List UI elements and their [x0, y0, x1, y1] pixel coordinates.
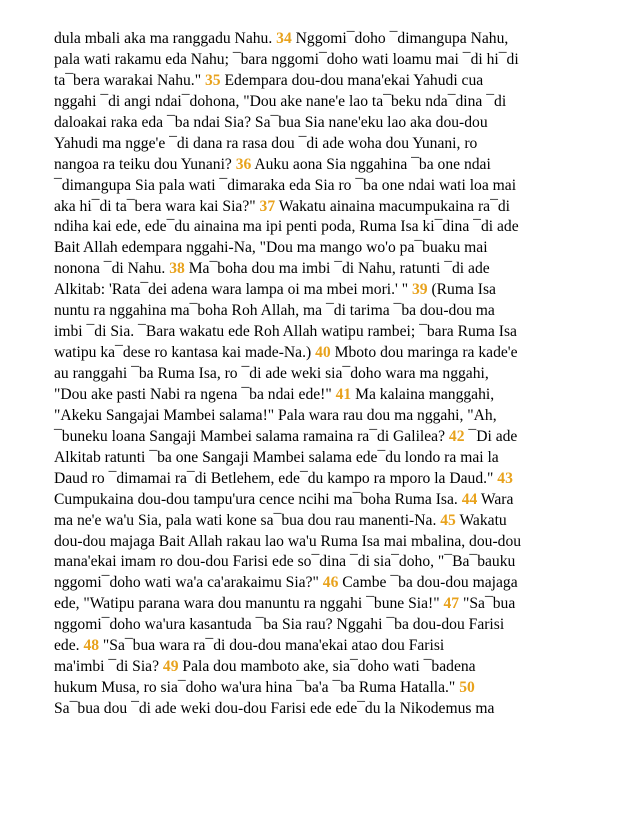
verse-text: Daud ro ¯dimamai ra¯di Betlehem, ede¯du kampo ra mporo la Daud.": [54, 469, 498, 487]
verse-number: 48: [83, 637, 100, 655]
verse-number: 40: [315, 344, 331, 362]
verse-text: dou-dou majaga Bait Allah rakau lao wa'u Ruma Isa mai mbalina, dou-dou: [54, 532, 522, 550]
scripture-page: [54, 29, 604, 720]
verse-text: Ma kalaina manggahi,: [351, 385, 495, 403]
verse-text: Pala dou mamboto ake, sia¯doho wati ¯badena: [178, 658, 476, 676]
text-line: [54, 238, 604, 259]
text-line: [54, 113, 604, 134]
text-line: [54, 657, 604, 678]
verse-text: "Akeku Sangajai Mambei salama!" Pala wara rau dou ma nggahi, "Ah,: [54, 406, 497, 424]
verse-text: Wakatu ainaina macumpukaina ra¯di: [275, 197, 510, 215]
verse-text: Nggomi¯doho ¯dimangupa Nahu,: [291, 30, 509, 47]
text-line: [54, 259, 604, 280]
verse-text: pala wati rakamu eda Nahu; ¯bara nggomi¯doho wati loamu mai ¯di hi¯di: [54, 50, 519, 68]
verse-text: Ma¯boha dou ma imbi ¯di Nahu, ratunti ¯di ade: [184, 260, 490, 278]
text-line: [54, 280, 604, 301]
text-line: [54, 92, 604, 113]
verse-number: 45: [440, 511, 456, 529]
text-line: [54, 469, 604, 490]
verse-text: nggahi ¯di angi ndai¯dohona, "Dou ake nane'e lao ta¯beku nda¯dina ¯di: [54, 92, 507, 110]
text-line: [54, 448, 604, 469]
text-line: [54, 427, 604, 448]
verse-text: ma'imbi ¯di Sia?: [54, 658, 163, 676]
verse-number: 49: [162, 658, 179, 676]
text-line: [54, 511, 604, 532]
verse-number: 39: [411, 281, 428, 299]
verse-text: ede, "Watipu parana wara dou manuntu ra nggahi ¯bune Sia!": [54, 595, 444, 613]
verse-text: Wakatu: [455, 511, 507, 529]
verse-number: 44: [461, 490, 478, 508]
text-line: [54, 406, 604, 427]
verse-text: mana'ekai imam ro dou-dou Farisi ede so¯dina ¯di sia¯doho, "¯Ba¯bauku: [54, 553, 516, 571]
text-line: [54, 217, 604, 238]
verse-text: Mboto dou maringa ra kade'e: [330, 344, 518, 362]
verse-text: nangoa ra teiku dou Yunani?: [54, 155, 236, 173]
text-line: [54, 134, 604, 155]
text-line: [54, 364, 604, 385]
text-line: [54, 29, 604, 50]
verse-text: au ranggahi ¯ba Ruma Isa, ro ¯di ade weki sia¯doho wara ma nggahi,: [54, 365, 489, 382]
verse-text: Sa¯bua dou ¯di ade weki dou-dou Farisi ede ede¯du la Nikodemus ma: [54, 700, 495, 717]
verse-text: Bait Allah edempara nggahi-Na, "Dou ma mango wo'o pa¯buaku mai: [54, 239, 488, 257]
verse-number: 41: [335, 385, 352, 403]
verse-text: Cambe ¯ba dou-dou majaga: [338, 574, 518, 592]
verse-number: 35: [204, 71, 221, 89]
text-line: [54, 636, 604, 657]
text-line: [54, 594, 604, 615]
text-line: [54, 343, 604, 364]
verse-text: Edempara dou-dou mana'ekai Yahudi cua: [220, 71, 484, 89]
verse-text: watipu ka¯dese ro kantasa kai made-Na.): [54, 344, 316, 362]
text-line: [54, 699, 604, 720]
verse-text: ¯buneku loana Sangaji Mambei salama ramaina ra¯di Galilea?: [54, 427, 449, 445]
verse-text: Alkitab ratunti ¯ba one Sangaji Mambei salama ede¯du londo ra mai la: [54, 448, 499, 466]
verse-number: 37: [259, 197, 276, 215]
verse-text: hukum Musa, ro sia¯doho wa'ura hina ¯ba'a ¯ba Ruma Hatalla.": [54, 679, 460, 697]
verse-text: "Dou ake pasti Nabi ra ngena ¯ba ndai ede!": [54, 385, 336, 403]
text-line: [54, 385, 604, 406]
verse-text: Cumpukaina dou-dou tampu'ura cence ncihi ma¯boha Ruma Isa.: [54, 490, 462, 508]
verse-number: 42: [448, 427, 465, 445]
text-line: [54, 615, 604, 636]
verse-number: 47: [443, 595, 460, 613]
verse-text: Wara: [477, 490, 514, 508]
verse-number: 38: [169, 260, 185, 278]
text-line: [54, 155, 604, 176]
verse-text: daloakai raka eda ¯ba ndai Sia? Sa¯bua Sia nane'eku lao aka dou-dou: [54, 113, 488, 131]
text-line: [54, 301, 604, 322]
text-line: [54, 573, 604, 594]
text-line: [54, 322, 604, 343]
verse-text: ede.: [54, 637, 84, 655]
verse-text: nuntu ra nggahina ma¯boha Roh Allah, ma ¯di tarima ¯ba dou-dou ma: [54, 302, 495, 320]
verse-text: ndiha kai ede, ede¯du ainaina ma ipi penti poda, Ruma Isa ki¯dina ¯di ade: [54, 218, 519, 236]
verse-text: nggomi¯doho wati wa'a ca'arakaimu Sia?": [54, 574, 323, 592]
verse-text: nonona ¯di Nahu.: [54, 260, 170, 278]
text-line: [54, 552, 604, 573]
verse-text: ma ne'e wa'u Sia, pala wati kone sa¯bua dou rau manenti-Na.: [54, 511, 441, 529]
text-line: [54, 50, 604, 71]
verse-text: Yahudi ma ngge'e ¯di dana ra rasa dou ¯di ade woha dou Yunani, ro: [54, 134, 478, 152]
verse-number: 36: [235, 155, 252, 173]
verse-text: ta¯bera warakai Nahu.": [54, 71, 205, 89]
text-line: [54, 490, 604, 511]
verse-number: 46: [322, 574, 339, 592]
text-line: [54, 197, 604, 218]
verse-text: dula mbali aka ma ranggadu Nahu.: [54, 30, 277, 47]
verse-text: "Sa¯bua: [459, 595, 516, 613]
text-line: [54, 176, 604, 197]
verse-number: 43: [497, 469, 513, 487]
verse-text: Auku aona Sia nggahina ¯ba one ndai: [251, 155, 491, 173]
text-line: [54, 532, 604, 553]
text-line: [54, 71, 604, 92]
verse-text: aka hi¯di ta¯bera wara kai Sia?": [54, 197, 260, 215]
text-line: [54, 678, 604, 699]
verse-text: ¯Di ade: [464, 427, 518, 445]
verse-text: Alkitab: 'Rata¯dei adena wara lampa oi ma mbei mori.' ": [54, 281, 412, 299]
verse-number: 50: [459, 679, 475, 697]
verse-number: 34: [276, 30, 292, 47]
verse-text: "Sa¯bua wara ra¯di dou-dou mana'ekai atao dou Farisi: [99, 637, 445, 655]
verse-text: nggomi¯doho wa'ura kasantuda ¯ba Sia rau? Nggahi ¯ba dou-dou Farisi: [54, 616, 505, 634]
verse-text: ¯dimangupa Sia pala wati ¯dimaraka eda Sia ro ¯ba one ndai wati loa mai: [54, 176, 517, 194]
verse-text: (Ruma Isa: [427, 281, 496, 299]
verse-text: imbi ¯di Sia. ¯Bara wakatu ede Roh Allah watipu rambei; ¯bara Ruma Isa: [54, 323, 517, 341]
